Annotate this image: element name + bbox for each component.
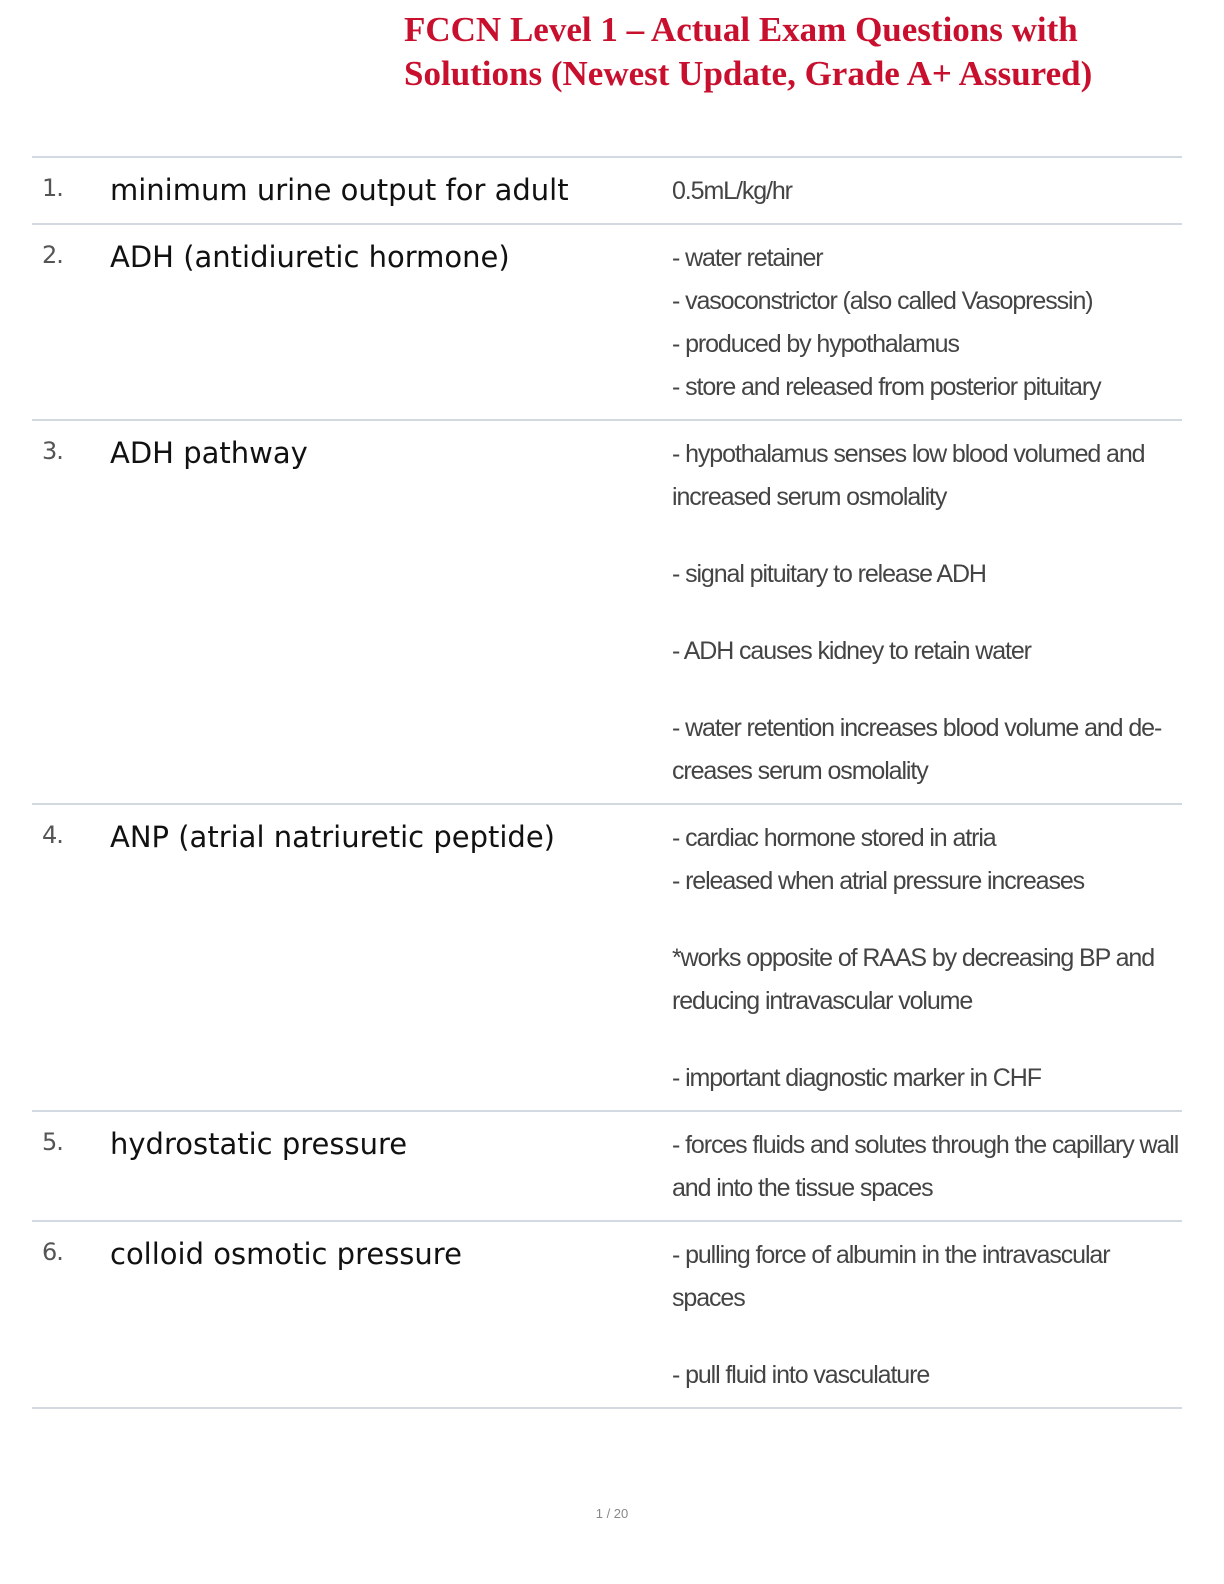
definition-line: reducing intravascular volume [672, 987, 973, 1015]
item-number: 4. [42, 821, 63, 849]
definition-line: - vasoconstrictor (also called Vasopressin) [672, 287, 1093, 315]
qa-row [32, 805, 1182, 1112]
definition-line: - released when atrial pressure increases [672, 867, 1085, 895]
item-definition [672, 1222, 1182, 1407]
paragraph-gap [672, 1320, 1182, 1354]
paragraph-gap [672, 673, 1182, 707]
qa-row [32, 158, 1182, 225]
item-definition [672, 805, 1182, 1110]
definition-line: and into the tissue spaces [672, 1174, 933, 1202]
definition-line: - water retainer [672, 244, 823, 272]
definition-line: - signal pituitary to release ADH [672, 560, 986, 588]
item-number: 5. [42, 1128, 63, 1156]
definition-line: - produced by hypothalamus [672, 330, 959, 358]
item-definition [672, 225, 1182, 419]
definition-line: increased serum osmolality [672, 483, 947, 511]
item-term: ADH (antidiuretic hormone) [110, 240, 510, 274]
title-line-2: Solutions (Newest Update, Grade A+ Assured) [404, 54, 1093, 93]
definition-line: - store and released from posterior pituitary [672, 373, 1101, 401]
definition-line: spaces [672, 1284, 745, 1312]
definition-line: - important diagnostic marker in CHF [672, 1064, 1041, 1092]
qa-row [32, 421, 1182, 805]
definition-line: - pull fluid into vasculature [672, 1361, 930, 1389]
paragraph-gap [672, 519, 1182, 553]
definition-line: 0.5mL/kg/hr [672, 177, 792, 205]
definition-line: - forces fluids and solutes through the capillary wall [672, 1131, 1179, 1159]
item-term: colloid osmotic pressure [110, 1237, 462, 1271]
item-term: ADH pathway [110, 436, 308, 470]
definition-line: - ADH causes kidney to retain water [672, 637, 1031, 665]
item-definition [672, 421, 1182, 803]
item-number: 3. [42, 437, 63, 465]
item-term: ANP (atrial natriuretic peptide) [110, 820, 555, 854]
definition-line: - hypothalamus senses low blood volumed and [672, 440, 1145, 468]
paragraph-gap [672, 596, 1182, 630]
item-definition [672, 1112, 1182, 1220]
item-number: 2. [42, 241, 63, 269]
item-term: minimum urine output for adult [110, 173, 569, 207]
qa-row [32, 1222, 1182, 1409]
item-number: 6. [42, 1238, 63, 1266]
item-number: 1. [42, 174, 63, 202]
definition-line: - water retention increases blood volume and de- [672, 714, 1162, 742]
title-line-1: FCCN Level 1 – Actual Exam Questions with [404, 10, 1078, 49]
page-indicator: 1 / 20 [595, 1506, 629, 1521]
definition-line: - pulling force of albumin in the intravascular [672, 1241, 1110, 1269]
paragraph-gap [672, 903, 1182, 937]
document-title [404, 8, 1204, 96]
item-term: hydrostatic pressure [110, 1127, 408, 1161]
paragraph-gap [672, 1023, 1182, 1057]
qa-list [32, 156, 1182, 1409]
qa-row [32, 225, 1182, 421]
qa-row [32, 1112, 1182, 1222]
definition-line: *works opposite of RAAS by decreasing BP and [672, 944, 1154, 972]
definition-line: creases serum osmolality [672, 757, 928, 785]
item-definition [672, 158, 1182, 223]
definition-line: - cardiac hormone stored in atria [672, 824, 996, 852]
